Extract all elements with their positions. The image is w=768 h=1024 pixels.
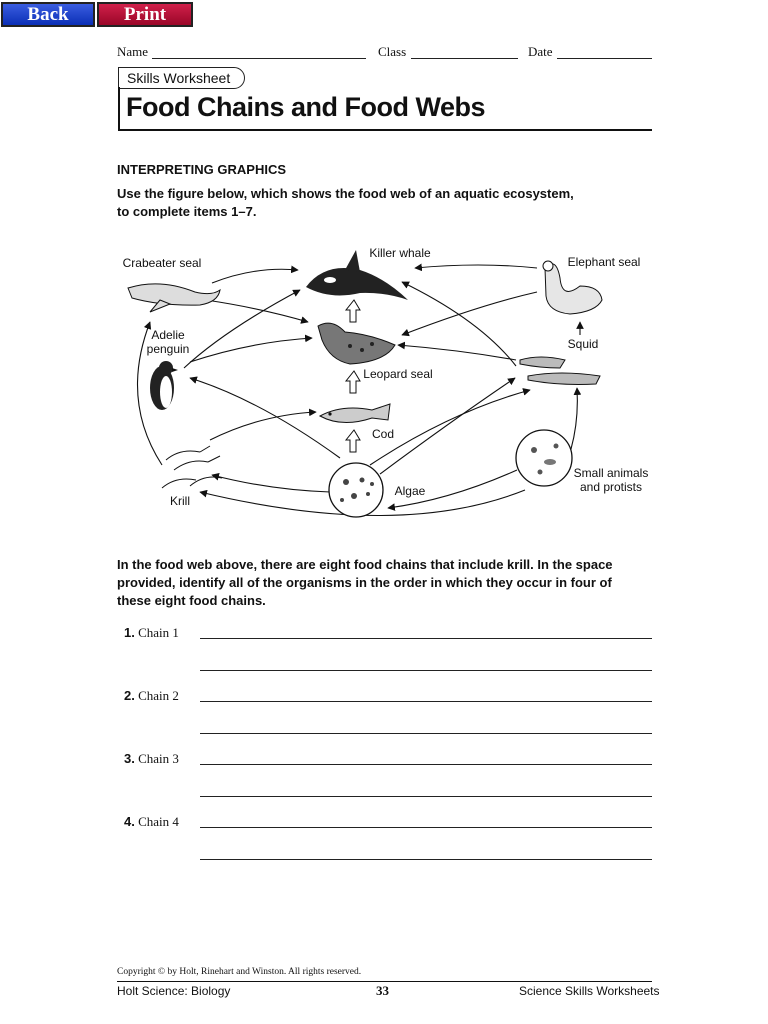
date-field[interactable] [557, 58, 652, 59]
instructions-line-2: to complete items 1–7. [117, 204, 257, 219]
answer-line-1b[interactable] [200, 670, 652, 671]
section-heading: INTERPRETING GRAPHICS [117, 162, 287, 177]
class-field[interactable] [411, 58, 518, 59]
label-adelie: Adelie [151, 328, 185, 342]
label-crabeater-seal: Crabeater seal [122, 256, 202, 270]
label-elephant-seal: Elephant seal [567, 255, 641, 269]
cod-icon [320, 404, 390, 423]
answer-line-2a[interactable] [200, 701, 652, 702]
question-label: Chain 2 [138, 688, 179, 703]
question-1 [124, 625, 179, 641]
page-title: Food Chains and Food Webs [126, 92, 485, 122]
label-squid: Squid [567, 337, 599, 351]
answer-line-3b[interactable] [200, 796, 652, 797]
footer-book: Holt Science: Biology [117, 984, 231, 998]
prompt-line-3: these eight food chains. [117, 593, 266, 608]
crabeater-seal-icon [128, 284, 220, 312]
print-button[interactable]: Print [97, 2, 193, 27]
page-number: 33 [376, 983, 389, 998]
food-web-diagram [110, 238, 655, 528]
prompt-line-2: provided, identify all of the organisms in the order in which they occur in four of [117, 575, 612, 590]
prompt-line-1: In the food web above, there are eight food chains that include krill. In the space [117, 557, 613, 572]
date-label: Date [528, 44, 553, 59]
question-3 [124, 751, 179, 767]
footer-rule [117, 981, 652, 982]
up-arrows [346, 300, 360, 452]
title-rule [118, 129, 652, 131]
question-4 [124, 814, 179, 830]
question-number: 1. [124, 625, 135, 640]
label-algae: Algae [394, 484, 426, 498]
question-2 [124, 688, 179, 704]
answer-line-4a[interactable] [200, 827, 652, 828]
footer-series: Science Skills Worksheets [519, 984, 660, 998]
answer-line-2b[interactable] [200, 733, 652, 734]
label-leopard-seal: Leopard seal [363, 367, 433, 381]
name-field[interactable] [152, 58, 366, 59]
algae-icon [329, 463, 383, 517]
label-small-animals: Small animals [573, 466, 649, 480]
label-and-protists: and protists [579, 480, 643, 494]
copyright: Copyright © by Holt, Rinehart and Winston. All rights reserved. [117, 967, 362, 977]
question-label: Chain 4 [138, 814, 179, 829]
answer-line-3a[interactable] [200, 764, 652, 765]
answer-line-4b[interactable] [200, 859, 652, 860]
class-label: Class [378, 44, 407, 59]
question-number: 2. [124, 688, 135, 703]
adelie-penguin-icon [150, 361, 178, 410]
krill-icon [162, 446, 222, 488]
question-label: Chain 3 [138, 751, 179, 766]
question-number: 3. [124, 751, 135, 766]
question-number: 4. [124, 814, 135, 829]
answer-line-1a[interactable] [200, 638, 652, 639]
label-killer-whale: Killer whale [369, 246, 431, 260]
leopard-seal-icon [318, 323, 395, 364]
label-penguin: penguin [146, 342, 190, 356]
instructions-line-1: Use the figure below, which shows the food web of an aquatic ecosystem, [117, 186, 574, 201]
label-cod: Cod [371, 427, 395, 441]
question-label: Chain 1 [138, 625, 179, 640]
name-label: Name [117, 44, 149, 59]
squid-icon [520, 357, 600, 385]
label-krill: Krill [170, 494, 190, 508]
worksheet-type-tag: Skills Worksheet [118, 67, 245, 89]
back-button[interactable]: Back [1, 2, 95, 27]
title-bracket [118, 87, 120, 131]
small-animals-icon [516, 430, 572, 486]
